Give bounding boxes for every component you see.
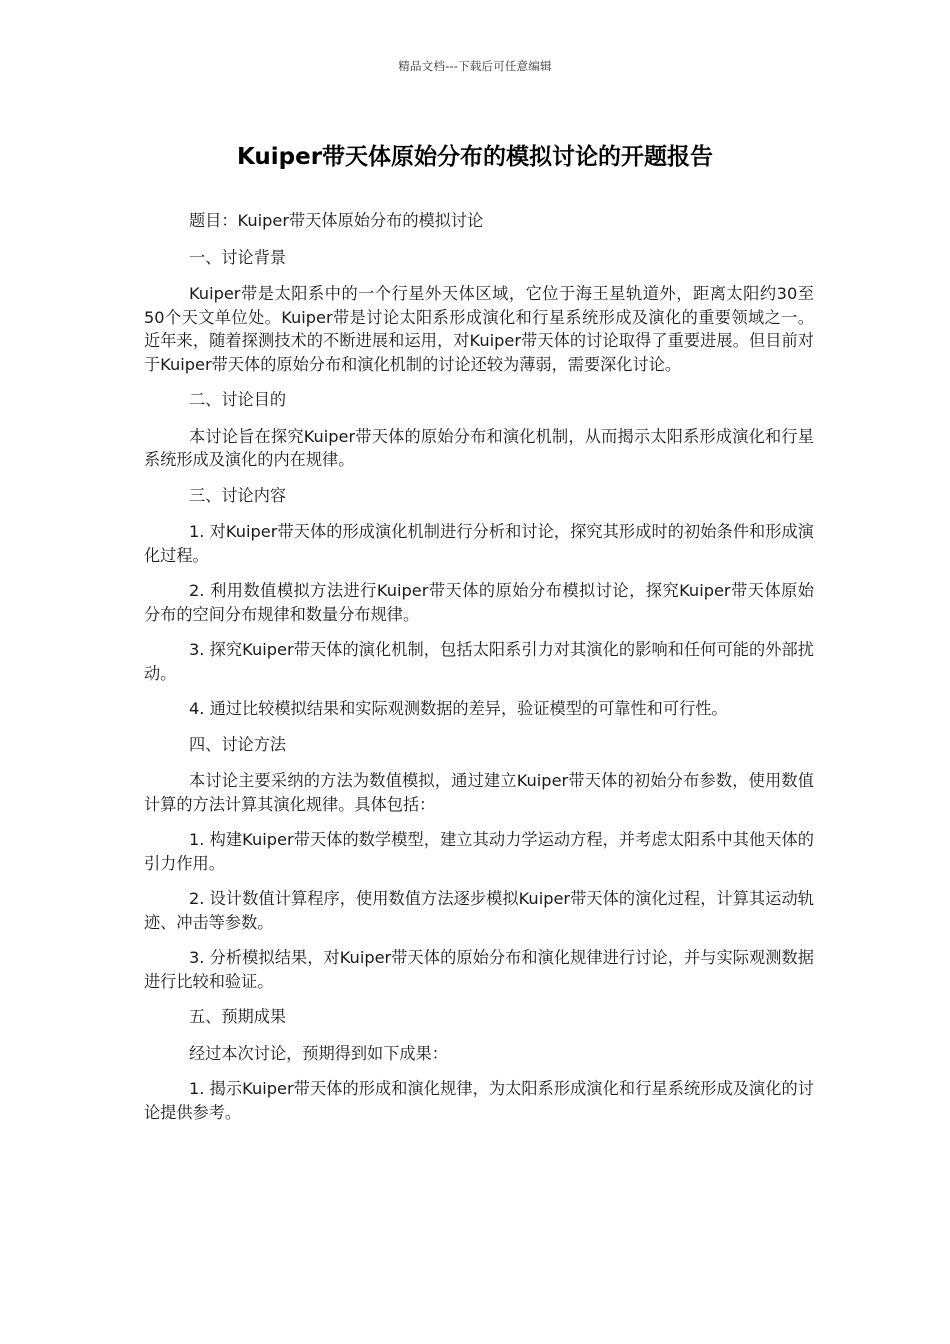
list-item-content-1: 1. 对Kuiper带天体的形成演化机制进行分析和讨论，探究其形成时的初始条件和形成演化过程。 (144, 522, 814, 565)
section-heading-content: 三、讨论内容 (189, 485, 287, 505)
section-heading-purpose: 二、讨论目的 (189, 390, 287, 409)
list-item-content-2: 2. 利用数值模拟方法进行Kuiper带天体的原始分布模拟讨论，探究Kuiper带天体原始分布的空间分布规律和数量分布规律。 (144, 581, 814, 624)
document-title: Kuiper带天体原始分布的模拟讨论的开题报告 (236, 144, 714, 170)
document-body (144, 209, 814, 1136)
list-item-method-3: 3. 分析模拟结果，对Kuiper带天体的原始分布和演化规律进行讨论，并与实际观测数据进行比较和验证。 (144, 948, 814, 991)
paragraph-purpose: 本讨论旨在探究Kuiper带天体的原始分布和演化机制，从而揭示太阳系形成演化和行星系统形成及演化的内在规律。 (144, 426, 814, 469)
section-heading-background: 一、讨论背景 (189, 247, 287, 267)
list-item-method-1: 1. 构建Kuiper带天体的数学模型，建立其动力学运动方程，并考虑太阳系中其他天体的引力作用。 (144, 830, 814, 873)
topic-line: 题目：Kuiper带天体原始分布的模拟讨论 (189, 211, 484, 230)
paragraph-method: 本讨论主要采纳的方法为数值模拟，通过建立Kuiper带天体的初始分布参数，使用数值计算的方法计算其演化规律。具体包括： (144, 771, 814, 814)
list-item-results-1: 1. 揭示Kuiper带天体的形成和演化规律，为太阳系形成演化和行星系统形成及演化的讨论提供参考。 (144, 1079, 814, 1122)
paragraph-results: 经过本次讨论，预期得到如下成果： (189, 1043, 448, 1063)
header-note: 精品文档---下载后可任意编辑 (398, 59, 552, 73)
list-item-method-2: 2. 设计数值计算程序，使用数值方法逐步模拟Kuiper带天体的演化过程，计算其运动轨迹、冲击等参数。 (144, 889, 814, 932)
list-item-content-3: 3. 探究Kuiper带天体的演化机制，包括太阳系引力对其演化的影响和任何可能的外部扰动。 (144, 640, 814, 683)
paragraph-background: Kuiper带是太阳系中的一个行星外天体区域，它位于海王星轨道外，距离太阳约30至50个天文单位处。Kuiper带是讨论太阳系形成演化和行星系统形成及演化的重要领域之一。近年来，随着探测技术的不断进展和运用，对Kuiper带天体的讨论取得了重要进展。但目前对于Kuiper带天体的原始分布和演化机制的讨论还较为薄弱，需要深化讨论。 (144, 284, 814, 374)
section-heading-method: 四、讨论方法 (189, 734, 287, 754)
section-heading-results: 五、预期成果 (189, 1007, 287, 1026)
list-item-content-4: 4. 通过比较模拟结果和实际观测数据的差异，验证模型的可靠性和可行性。 (189, 699, 728, 718)
